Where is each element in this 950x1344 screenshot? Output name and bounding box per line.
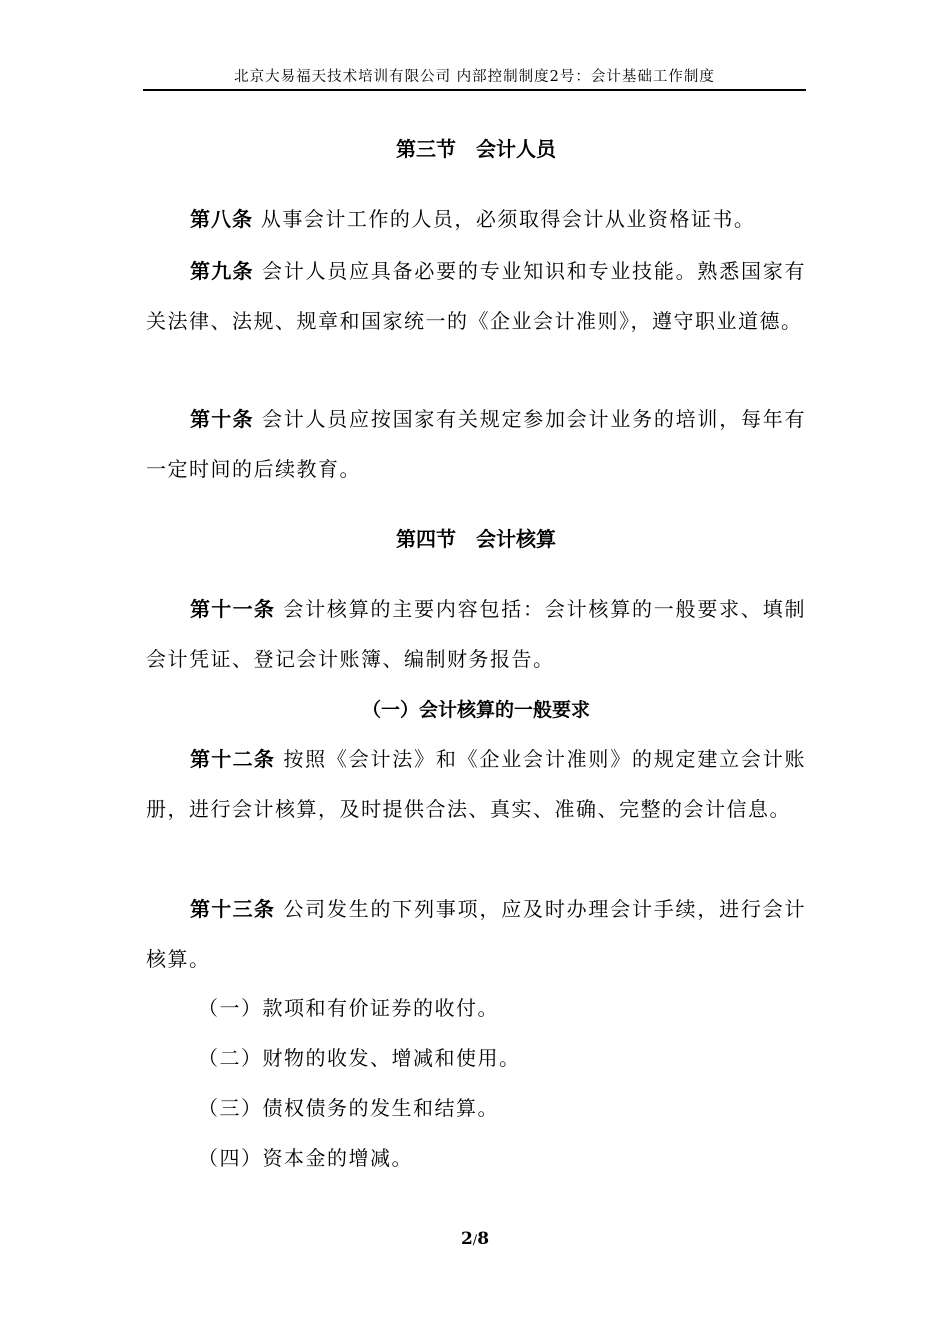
- list-item: （四）资本金的增减。: [198, 1146, 413, 1170]
- article-11-label: 第十一条: [190, 597, 276, 621]
- page-number: [0, 1228, 950, 1252]
- section-3-title: 第三节 会计人员: [396, 137, 556, 161]
- article-11: [146, 584, 806, 684]
- page-header-text: 北京大易福天技术培训有限公司 内部控制制度2号：会计基础工作制度: [234, 69, 715, 85]
- article-12: [146, 734, 806, 834]
- article-9: [146, 246, 806, 346]
- section-4-title: 第四节 会计核算: [396, 527, 556, 551]
- total-pages: 8: [477, 1229, 490, 1249]
- article-8: [146, 194, 806, 244]
- list-item: （三）债权债务的发生和结算。: [198, 1096, 499, 1120]
- article-13: [146, 884, 806, 984]
- article-12-label: 第十二条: [190, 747, 276, 771]
- article-8-label: 第八条: [190, 207, 253, 231]
- page-separator: /: [472, 1233, 478, 1248]
- article-13-text: 公司发生的下列事项，应及时办理会计手续，进行会计核算。: [146, 897, 807, 971]
- list-item: （一）款项和有价证券的收付。: [198, 996, 499, 1020]
- page-header: [143, 66, 806, 91]
- article-9-label: 第九条: [190, 259, 254, 283]
- current-page: 2: [460, 1229, 473, 1249]
- article-8-text: 从事会计工作的人员，必须取得会计从业资格证书。: [260, 207, 756, 231]
- article-9-text: 会计人员应具备必要的专业知识和专业技能。熟悉国家有关法律、法规、规章和国家统一的《企业会计准则》，遵守职业道德。: [146, 259, 807, 333]
- article-12-text: 按照《会计法》和《企业会计准则》的规定建立会计账册，进行会计核算，及时提供合法、真实、准确、完整的会计信息。: [146, 747, 807, 821]
- article-11-text: 会计核算的主要内容包括：会计核算的一般要求、填制会计凭证、登记会计账簿、编制财务报告。: [146, 597, 807, 671]
- subsection-1-title: （一）会计核算的一般要求: [361, 699, 590, 721]
- article-13-label: 第十三条: [190, 897, 276, 921]
- article-10-text: 会计人员应按国家有关规定参加会计业务的培训，每年有一定时间的后续教育。: [146, 407, 807, 481]
- list-item: （二）财物的收发、增减和使用。: [198, 1046, 521, 1070]
- article-10-label: 第十条: [190, 407, 254, 431]
- article-10: [146, 394, 806, 494]
